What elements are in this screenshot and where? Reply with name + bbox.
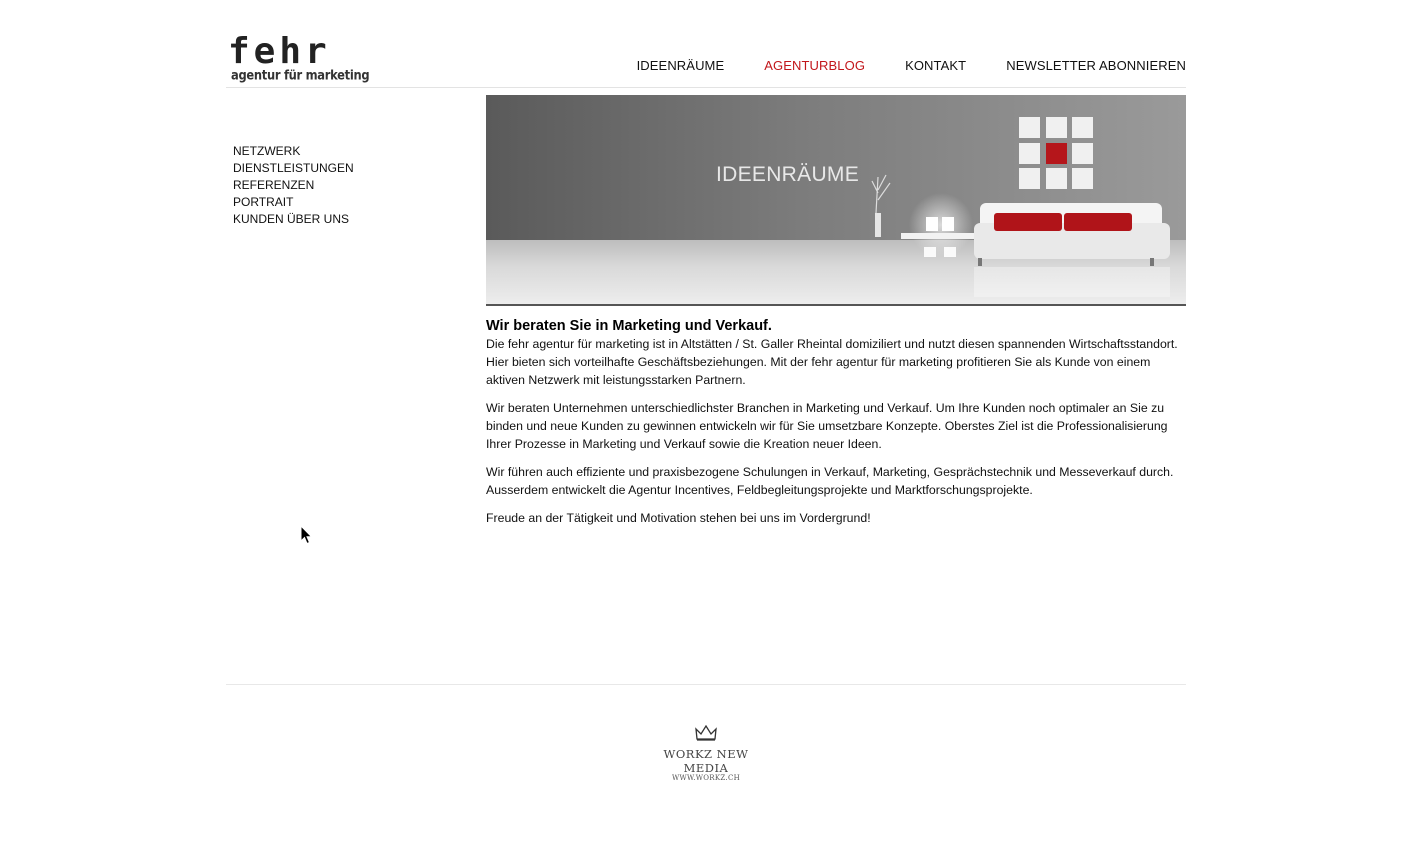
nav-ideenraeume[interactable]: IDEENRÄUME (636, 58, 725, 73)
header-divider (226, 87, 1186, 88)
main-navigation (637, 58, 1186, 73)
banner-title: IDEENRÄUME (716, 163, 860, 186)
nav-newsletter[interactable]: NEWSLETTER ABONNIEREN (1006, 58, 1186, 73)
nav-agenturblog[interactable]: AGENTURBLOG (764, 58, 866, 73)
banner-illustration (486, 95, 1186, 306)
sidebar-item-kunden-ueber-uns[interactable]: KUNDEN ÜBER UNS (233, 212, 350, 226)
page-title: Wir beraten Sie in Marketing und Verkauf. (486, 318, 772, 334)
fehr-logo[interactable] (228, 31, 370, 84)
sidebar-item-dienstleistungen[interactable]: DIENSTLEISTUNGEN (233, 161, 354, 175)
sidebar-item-referenzen[interactable]: REFERENZEN (233, 178, 315, 192)
nav-kontakt[interactable]: KONTAKT (905, 58, 967, 73)
content-paragraph: Wir führen auch effiziente und praxisbezogene Schulungen in Verkauf, Marketing, Gesprächstechnik und Messeverkauf durch. Ausserdem entwickelt die Agentur Incentives, Feldbegleitungsprojekte und Marktforschungsprojekte. (486, 465, 1174, 497)
logo-word: fehr (228, 31, 331, 72)
logo-tagline: agentur für marketing (231, 67, 370, 84)
content-paragraph: Wir beraten Unternehmen unterschiedlichster Branchen in Marketing und Verkauf. Um Ihre Kunden noch optimaler an Sie zu binden und neue Kunden zu gewinnen entwickeln wir für Sie umsetzbare Konzepte. Oberstes Ziel ist die Professionalisierung Ihrer Prozesse in Marketing und Verkauf sowie die Kreation neuer Ideen. (486, 401, 1168, 451)
content-paragraph: Die fehr agentur für marketing ist in Altstätten / St. Galler Rheintal domiziliert und nutzt diesen spannenden Wirtschaftsstandort. Hier bieten sich vorteilhafte Geschäftsbeziehungen. Mit der fehr agentur für marketing profitieren Sie als Kunde von einem aktiven Netzwerk mit leistungsstarken Partnern. (486, 337, 1178, 387)
mouse-cursor-icon (300, 525, 314, 547)
footer-brand-name: WORKZ NEW MEDIA (663, 747, 749, 775)
hero-banner (486, 95, 1186, 306)
sub-navigation (233, 143, 354, 228)
crown-icon (695, 725, 717, 741)
sidebar-item-portrait[interactable]: PORTRAIT (233, 195, 294, 209)
footer-url: WWW.WORKZ.CH (671, 774, 741, 782)
content-paragraph: Freude an der Tätigkeit und Motivation stehen bei uns im Vordergrund! (486, 511, 871, 525)
sidebar-item-netzwerk[interactable]: NETZWERK (233, 144, 301, 158)
footer-divider (226, 684, 1186, 685)
workz-footer-logo[interactable] (640, 725, 772, 782)
main-content (486, 317, 1188, 537)
